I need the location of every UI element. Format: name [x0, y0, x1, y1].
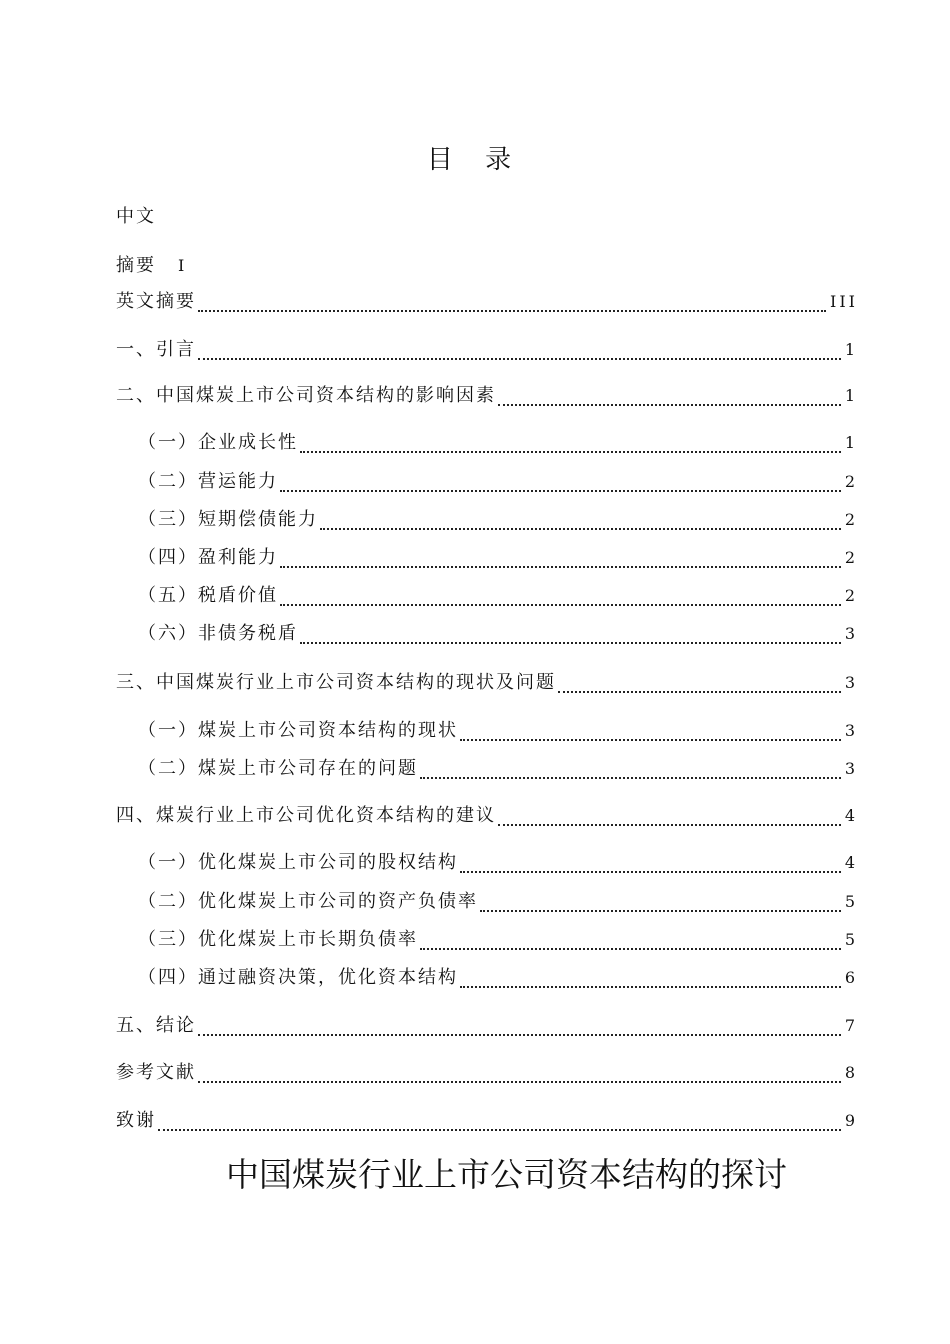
toc-entry[interactable] [138, 754, 858, 784]
toc-dot-leader [320, 527, 841, 530]
toc-entry[interactable] [116, 1011, 858, 1041]
toc-entry-label: （一）优化煤炭上市公司的股权结构 [138, 852, 458, 873]
toc-dot-leader [300, 641, 841, 644]
toc-entry-page: 6 [844, 968, 858, 987]
toc-entry[interactable] [116, 381, 858, 411]
toc-dot-leader [420, 776, 841, 779]
toc-entry[interactable] [116, 1058, 858, 1088]
toc-entry-label: 二、中国煤炭上市公司资本结构的影响因素 [116, 385, 496, 406]
toc-entry[interactable] [138, 505, 858, 535]
toc-entry[interactable] [138, 848, 858, 878]
toc-prefix-line [116, 202, 858, 232]
toc-entry-label: （四）通过融资决策，优化资本结构 [138, 967, 458, 988]
toc-entry-page: 2 [844, 472, 858, 491]
toc-dot-leader [498, 403, 841, 406]
toc-entry-page: 2 [844, 548, 858, 567]
toc-dot-leader [198, 1080, 841, 1083]
toc-entry-label: （二）营运能力 [138, 471, 278, 492]
toc-entry[interactable] [138, 887, 858, 917]
toc-dot-leader [460, 985, 841, 988]
toc-abstract-page: I [178, 256, 188, 275]
toc-dot-leader [498, 823, 841, 826]
toc-entry[interactable] [116, 1106, 858, 1136]
toc-dot-leader [198, 1033, 841, 1036]
toc-entry[interactable] [138, 428, 858, 458]
toc-entry[interactable] [138, 619, 858, 649]
toc-entry[interactable] [138, 963, 858, 993]
toc-entry-label: （二）优化煤炭上市公司的资产负债率 [138, 891, 478, 912]
toc-entry-label: （四）盈利能力 [138, 547, 278, 568]
toc-entry[interactable] [138, 543, 858, 573]
toc-entry-page: 1 [844, 433, 858, 452]
toc-entry[interactable] [138, 467, 858, 497]
toc-dot-leader [198, 357, 841, 360]
toc-entry-page: 1 [844, 386, 858, 405]
toc-entry-page: 1 [844, 340, 858, 359]
toc-entry[interactable] [116, 801, 858, 831]
toc-dot-leader [460, 870, 841, 873]
toc-dot-leader [280, 489, 841, 492]
toc-entry-page: 9 [844, 1111, 858, 1130]
toc-entry-label: 五、结论 [116, 1015, 196, 1036]
toc-entry[interactable] [116, 335, 858, 365]
toc-dot-leader [158, 1128, 841, 1131]
toc-entry-label: 三、中国煤炭行业上市公司资本结构的现状及问题 [116, 672, 556, 693]
toc-dot-leader [420, 947, 841, 950]
toc-entry-page: 5 [844, 892, 858, 911]
toc-entry-label: 四、煤炭行业上市公司优化资本结构的建议 [116, 805, 496, 826]
toc-entry[interactable] [116, 668, 858, 698]
toc-title: 目 录 [426, 145, 524, 175]
toc-entry-page: 3 [844, 721, 858, 740]
toc-entry[interactable] [138, 581, 858, 611]
toc-entry-label: （三）优化煤炭上市长期负债率 [138, 929, 418, 950]
toc-entry-label: （二）煤炭上市公司存在的问题 [138, 758, 418, 779]
toc-entry-page: 2 [844, 586, 858, 605]
toc-dot-leader [480, 909, 841, 912]
toc-entry-page: III [830, 292, 858, 311]
toc-entry-label: （六）非债务税盾 [138, 623, 298, 644]
toc-entry-page: 8 [844, 1063, 858, 1082]
toc-dot-leader [460, 738, 841, 741]
toc-entry-page: 3 [844, 759, 858, 778]
toc-dot-leader [280, 603, 841, 606]
document-heading: 中国煤炭行业上市公司资本结构的探讨 [226, 1155, 787, 1194]
toc-entry-label: 致谢 [116, 1110, 156, 1131]
toc-entry-label: 英文摘要 [116, 291, 196, 312]
toc-dot-leader [198, 309, 826, 312]
toc-dot-leader [280, 565, 841, 568]
toc-entry-label: （五）税盾价值 [138, 585, 278, 606]
toc-entry-label: 一、引言 [116, 339, 196, 360]
toc-entry[interactable] [116, 287, 858, 317]
toc-entry-label: （一）企业成长性 [138, 432, 298, 453]
toc-abstract-label: 摘要 [116, 255, 156, 276]
toc-abstract-line[interactable] [116, 251, 858, 281]
toc-entry-page: 5 [844, 930, 858, 949]
toc-entry[interactable] [138, 925, 858, 955]
toc-entry-label: 参考文献 [116, 1062, 196, 1083]
toc-entry-page: 4 [844, 853, 858, 872]
toc-dot-leader [300, 450, 841, 453]
toc-entry-page: 4 [844, 806, 858, 825]
toc-entry-label: （一）煤炭上市公司资本结构的现状 [138, 720, 458, 741]
toc-entry[interactable] [138, 716, 858, 746]
toc-entry-page: 3 [844, 624, 858, 643]
toc-prefix-label: 中文 [116, 206, 156, 227]
toc-entry-page: 2 [844, 510, 858, 529]
toc-dot-leader [558, 690, 841, 693]
toc-entry-label: （三）短期偿债能力 [138, 509, 318, 530]
toc-entry-page: 3 [844, 673, 858, 692]
toc-entry-page: 7 [844, 1016, 858, 1035]
